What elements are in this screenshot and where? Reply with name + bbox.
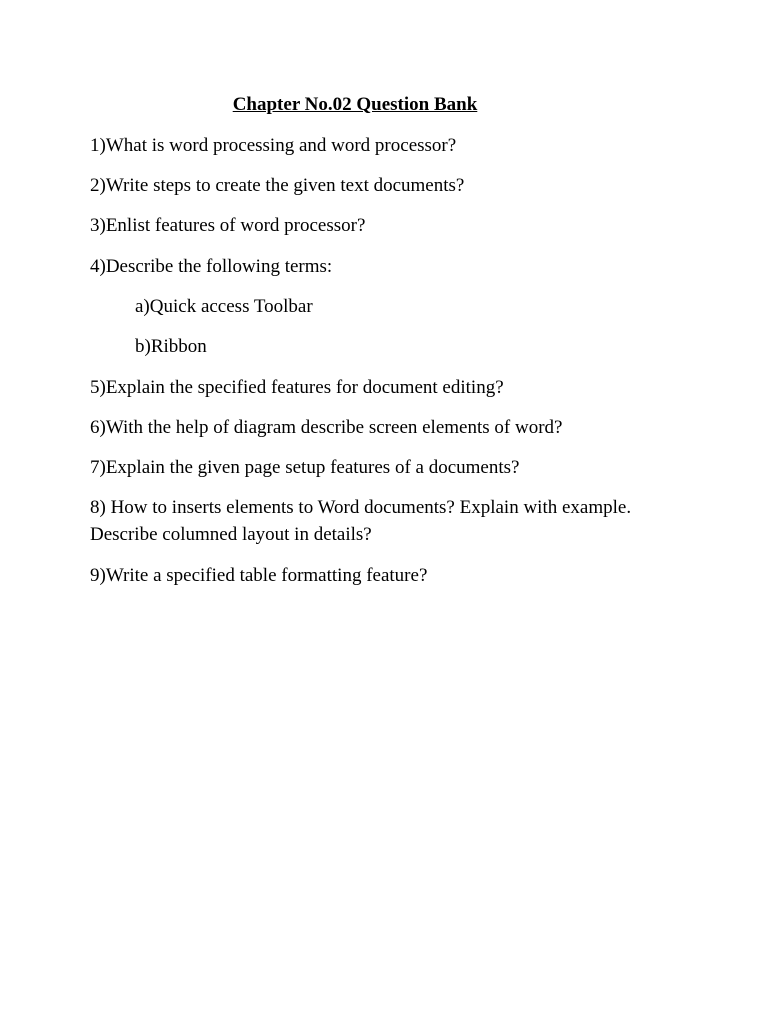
question-4: 4)Describe the following terms: [90,256,333,277]
question-8-continued: Describe columned layout in details? [90,524,372,545]
question-1: 1)What is word processing and word processor? [90,135,457,156]
question-4-sub-a: a)Quick access Toolbar [135,296,313,317]
question-3: 3)Enlist features of word processor? [90,215,366,236]
page-title: Chapter No.02 Question Bank [232,94,478,115]
question-7: 7)Explain the given page setup features of a documents? [90,457,520,478]
question-6: 6)With the help of diagram describe screen elements of word? [90,417,563,438]
question-8: 8) How to inserts elements to Word documents? Explain with example. [90,497,632,518]
question-9: 9)Write a specified table formatting feature? [90,565,428,586]
question-5: 5)Explain the specified features for document editing? [90,377,504,398]
question-2: 2)Write steps to create the given text documents? [90,175,465,196]
question-4-sub-b: b)Ribbon [135,336,207,357]
